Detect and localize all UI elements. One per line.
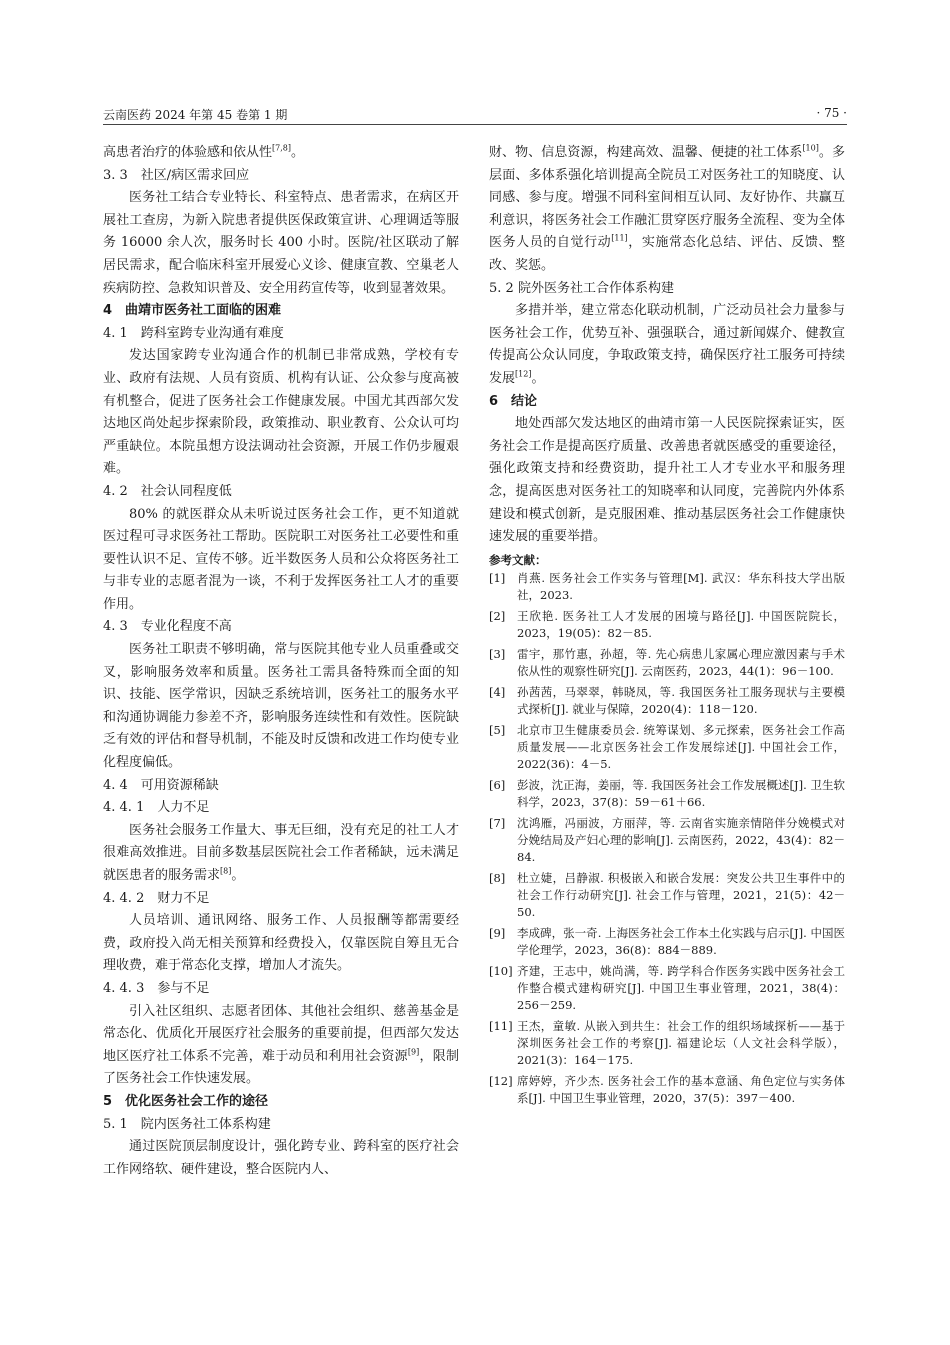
reference-item xyxy=(489,1073,845,1107)
citation: [7,8] xyxy=(272,143,291,153)
reference-item xyxy=(489,646,845,680)
citation: [10] xyxy=(802,143,819,153)
paragraph: 引入社区组织、志愿者团体、其他社会组织、慈善基金是常态化、优质化开展医疗社会服务的重要前提，但西部欠发达地区医疗社工体系不完善，难于动员和利用社会资源[9]，限制了医务社会工作快速发展。 xyxy=(103,1003,459,1087)
reference-number: [6] xyxy=(489,777,506,792)
reference-text: 沈鸿雁，冯丽波，方丽萍，等. 云南省实施亲情陪伴分娩模式对分娩结局及产妇心理的影响[J]. 云南医药，2022，43(4)：82－84. xyxy=(517,815,845,864)
citation: [12] xyxy=(515,369,532,379)
paragraph: 地处西部欠发达地区的曲靖市第一人民医院探索证实，医务社会工作是提高医疗质量、改善患者就医感受的重要途径，强化政策支持和经费资助，提升社工人才专业水平和服务理念，提高医患对医务社工的知晓率和认同度，完善院内外体系建设和模式创新，是克服困难、推动基层医务社会工作健康快速发展的重要举措。 xyxy=(489,416,845,545)
page-number: · 75 · xyxy=(816,106,847,120)
running-header xyxy=(103,104,847,125)
journal-info: 云南医药 2024 年第 45 卷第 1 期 xyxy=(103,108,288,122)
section-heading-4-1: 4. 1 跨科室跨专业沟通有难度 xyxy=(103,325,284,341)
references-title: 参考文献： xyxy=(489,552,547,567)
paragraph: 发达国家跨专业沟通合作的机制已非常成熟，学校有专业、政府有法规、人员有资质、机构有认证、公众参与度高被有机整合，促进了医务社会工作健康发展。中国尤其西部欠发达地区尚处起步探索阶段，政策推动、职业教育、公众认可均严重缺位。本院虽想方设法调动社会资源，开展工作仍步履艰难。 xyxy=(103,348,459,477)
reference-text: 李成碑，张一奇. 上海医务社会工作本土化实践与启示[J]. 中国医学伦理学，2023，36(8)：884－889. xyxy=(517,925,845,957)
citation: [8] xyxy=(220,866,232,876)
paragraph: 多措并举，建立常态化联动机制，广泛动员社会力量参与医务社会工作，优势互补、强强联合，通过新闻媒介、健教宣传提高公众认同度，争取政策支持，确保医疗社工服务可持续发展[12]。 xyxy=(489,303,845,386)
reference-item xyxy=(489,684,845,718)
section-heading-4-4-1: 4. 4. 1 人力不足 xyxy=(103,800,210,816)
left-column xyxy=(103,142,459,1181)
section-heading-5-1: 5. 1 院内医务社工体系构建 xyxy=(103,1116,271,1132)
reference-text: 肖燕. 医务社会工作实务与管理[M]. 武汉：华东科技大学出版社，2023. xyxy=(517,570,845,602)
reference-item xyxy=(489,815,845,866)
reference-text: 席婷婷，齐少杰. 医务社会工作的基本意涵、角色定位与实务体系[J]. 中国卫生事业管理，2020，37(5)：397－400. xyxy=(517,1073,845,1105)
reference-text: 彭波，沈正海，姜丽，等. 我国医务社会工作发展概述[J]. 卫生软科学，2023，37(8)：59－61＋66. xyxy=(517,777,845,809)
reference-item xyxy=(489,777,845,811)
section-heading-6: 6 结论 xyxy=(489,393,538,409)
paragraph: 医务社工职责不够明确，常与医院其他专业人员重叠或交叉，影响服务效率和质量。医务社工需具备特殊而全面的知识、技能、医学常识，因缺乏系统培训，医务社工的服务水平和沟通协调能力参差不齐，影响服务连续性和有效性。医院缺乏有效的评估和督导机制，不能及时反馈和改进工作均使专业化程度偏低。 xyxy=(103,642,459,771)
reference-item xyxy=(489,870,845,921)
paragraph: 高患者治疗的体验感和依从性[7,8]。 xyxy=(103,143,304,160)
paragraph: 人员培训、通讯网络、服务工作、人员报酬等都需要经费，政府投入尚无相关预算和经费投入，仅靠医院自筹且无合理收费，难于常态化支撑，增加人才流失。 xyxy=(103,913,459,974)
reference-list xyxy=(489,570,845,1107)
section-heading-4-4-3: 4. 4. 3 参与不足 xyxy=(103,980,210,996)
paragraph: 通过医院顶层制度设计，强化跨专业、跨科室的医疗社会工作网络软、硬件建设，整合医院内人、 xyxy=(103,1139,459,1177)
reference-number: [5] xyxy=(489,722,506,737)
reference-text: 杜立婕，吕静淑. 积极嵌入和嵌合发展：突发公共卫生事件中的社会工作行动研究[J]. 社会工作与管理，2021，21(5)：42－50. xyxy=(517,870,845,919)
reference-item xyxy=(489,963,845,1014)
reference-item xyxy=(489,722,845,773)
reference-number: [1] xyxy=(489,570,506,585)
reference-item xyxy=(489,570,845,604)
paragraph: 医务社会服务工作量大、事无巨细，没有充足的社工人才很难高效推进。目前多数基层医院社会工作者稀缺，远未满足就医患者的服务需求[8]。 xyxy=(103,822,459,883)
section-heading-4: 4 曲靖市医务社工面临的困难 xyxy=(103,303,282,319)
paragraph: 财、物、信息资源，构建高效、温馨、便捷的社工体系[10]。多层面、多体系强化培训提高全院员工对医务社工的知晓度、认同感、参与度。增强不同科室间相互认同、友好协作、共赢互利意识，将医务社会工作融汇贯穿医疗服务全流程、变为全体医务人员的自觉行动[11]，实施常态化总结、评估、反馈、整改、奖惩。 xyxy=(489,143,845,273)
section-heading-4-2: 4. 2 社会认同程度低 xyxy=(103,483,232,499)
reference-number: [11] xyxy=(489,1018,513,1033)
paragraph: 医务社工结合专业特长、科室特点、患者需求，在病区开展社工查房，为新入院患者提供医保政策宣讲、心理调适等服务 16000 余人次，服务时长 400 小时。医院/社区联动了解居民需求，配合临床科室开展爱心义诊、健康宣教、空巢老人疾病防控、急救知识普及、安全用药宣传等，收到显著效果。 xyxy=(103,190,459,296)
reference-text: 孙茜茜，马翠翠，韩晓凤，等. 我国医务社工服务现状与主要模式探析[J]. 就业与保障，2020(4)：118－120. xyxy=(517,684,845,716)
section-heading-4-3: 4. 3 专业化程度不高 xyxy=(103,619,232,635)
reference-item xyxy=(489,608,845,642)
reference-number: [3] xyxy=(489,646,506,661)
reference-text: 王欣艳. 医务社工人才发展的困境与路径[J]. 中国医院院长，2023，19(05)：82－85. xyxy=(517,608,845,640)
section-heading-5-2: 5. 2 院外医务社工合作体系构建 xyxy=(489,280,674,296)
section-heading-3-3: 3. 3 社区/病区需求回应 xyxy=(103,167,250,183)
reference-number: [12] xyxy=(489,1073,513,1088)
reference-number: [7] xyxy=(489,815,506,830)
citation: [9] xyxy=(407,1047,420,1057)
citation: [11] xyxy=(611,234,628,244)
reference-number: [9] xyxy=(489,925,506,940)
reference-text: 北京市卫生健康委员会. 统筹谋划、多元探索，医务社会工作高质量发展——北京医务社会工作发展综述[J]. 中国社会工作，2022(36)：4－5. xyxy=(517,722,845,771)
reference-text: 雷宇，那竹惠，孙超，等. 先心病患儿家属心理应激因素与手术依从性的观察性研究[J]. 云南医药，2023，44(1)：96－100. xyxy=(517,646,845,678)
reference-item xyxy=(489,1018,845,1069)
paragraph: 80% 的就医群众从未听说过医务社会工作，更不知道就医过程可寻求医务社工帮助。医院职工对医务社工必要性和重要性认识不足、宣传不够。近半数医务人员和公众将医务社工与非专业的志愿者混为一谈，不利于发挥医务社工人才的重要作用。 xyxy=(103,506,459,612)
reference-text: 王杰，童敏. 从嵌入到共生：社会工作的组织场域探析——基于深圳医务社会工作的考察[J]. 福建论坛（人文社会科学版），2021(3)：164－175. xyxy=(517,1018,845,1067)
reference-text: 齐建，王志中，姚尚满，等. 跨学科合作医务实践中医务社会工作整合模式建构研究[J]. 中国卫生事业管理，2021，38(4)：256－259. xyxy=(517,963,845,1012)
right-column xyxy=(489,142,845,1111)
section-heading-4-4-2: 4. 4. 2 财力不足 xyxy=(103,890,210,906)
reference-number: [2] xyxy=(489,608,506,623)
reference-number: [8] xyxy=(489,870,506,885)
reference-number: [10] xyxy=(489,963,513,978)
reference-item xyxy=(489,925,845,959)
section-heading-5: 5 优化医务社会工作的途径 xyxy=(103,1093,269,1109)
section-heading-4-4: 4. 4 可用资源稀缺 xyxy=(103,777,219,793)
reference-number: [4] xyxy=(489,684,506,699)
